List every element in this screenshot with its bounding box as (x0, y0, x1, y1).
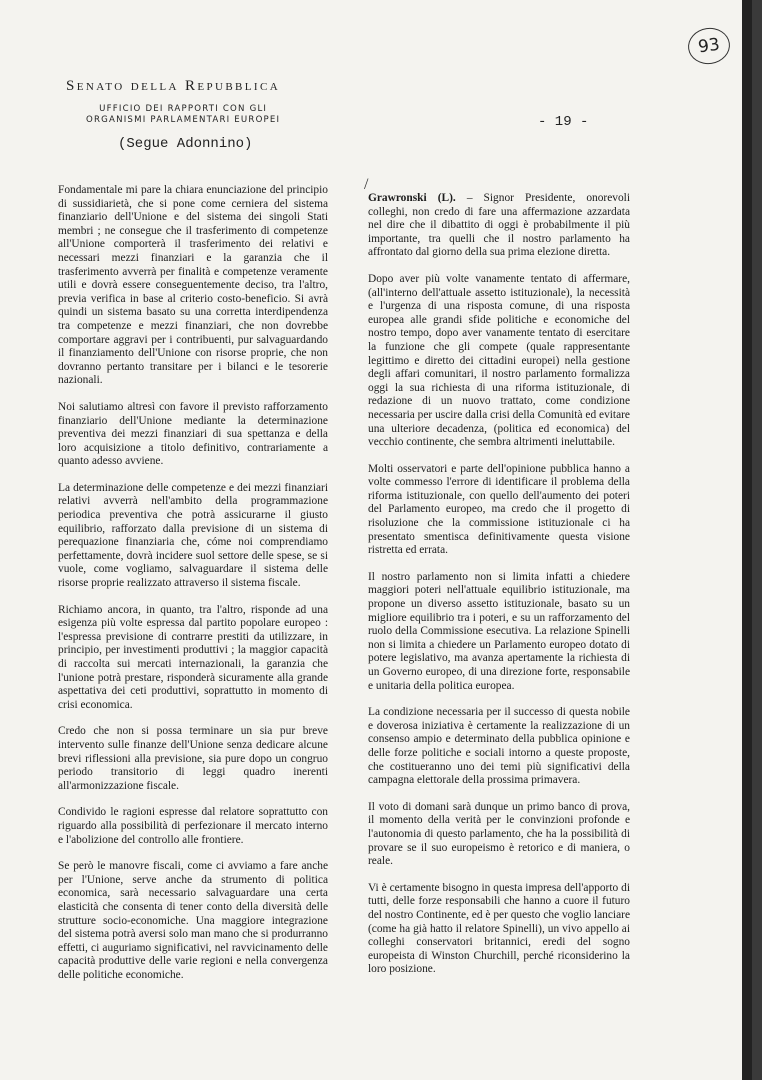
paragraph: Credo che non si possa terminare un sia pur breve intervento sulle finanze dell'Unione senza dedicare alcune brevi riflessioni alla previsione, sia pure dopo un congruo periodo transitorio di leggi quadro inerenti all'armonizzazione fiscale. (58, 725, 328, 792)
paragraph-text: – Signor Presidente, onorevoli colleghi, non credo di fare una affermazione azzardata nel dire che il dibattito di oggi è probabilmente il più importante, tra quelli che il nostro parlamento ha affrontato dal giorno della sua prima elezione diretta. (368, 192, 630, 259)
paragraph (368, 192, 630, 260)
office-header (86, 104, 280, 126)
speaker-name: Grawronski (L). (368, 192, 456, 204)
handwritten-page-mark: 93 (686, 25, 733, 66)
page-number: - 19 - (538, 114, 589, 130)
paragraph: Dopo aver più volte vanamente tentato di affermare, (all'interno dell'attuale assetto istituzionale), la necessità e l'urgenza di una risposta comune, di una risposta europea alle grandi sfide politiche e economiche del nostro tempo, dopo aver vanamente tentato di esercitare la funzione che gli compete (quale rappresentante legittimo e diretto dei cittadini europei) nella gestione degli affari comunitari, il nostro parlamento formalizza oggi la sua richiesta di una riforma istituzionale, di redazione di un nuovo trattato, come condizione necessaria per uscire dalla crisi della Comunità ed evitare una ulteriore decadenza, (politica ed economica) del vecchio continente, che sembra altrimenti ineluttabile. (368, 272, 630, 449)
paragraph: Il voto di domani sarà dunque un primo banco di prova, il momento della verità per le convinzioni profonde e l'autonomia di questo parlamento, che ha la possibilità di provare se il suo europeismo è retorico e di maniera, o reale. (368, 800, 630, 868)
paragraph: Richiamo ancora, in quanto, tra l'altro, risponde ad una esigenza più volte espressa dal partito popolare europeo : l'espressa previsione di contrarre prestiti da utilizzare, in principio, per investimenti produttivi ; la maggior capacità di raccolta sui mercati internazionali, la garanzia che l'unione potrà prestare, risponderà sicuramente alla grande aspettativa dei ceti produttivi, soprattutto in momento di crisi economica. (58, 603, 328, 711)
paragraph: Fondamentale mi pare la chiara enunciazione del principio di sussidiarietà, che si pone come cerniera del sistema finanziario dell'Unione e del sistema dei singoli Stati membri ; ne consegue che il trasferimento di competenze all'Unione comporterà il trasferimento dei relativi e necessari mezzi finanziari e la garanzia che il trasferimento avverrà per finalità e competenze veramente utili e dovrà essere conseguentemente deciso, tra l'altro, previa verifica in base al criterio costo-beneficio. Si avrà quindi un sistema basato su una corretta interdipendenza tra competenze e mezzi finanziari, che non dovrebbe comportare aggravi per i contribuenti, pur salvaguardando il finanziamento dell'Unione con risorse proprie, che non dovranno pertanto transitare per i bilanci e le tesorerie nazionali. (58, 184, 328, 387)
scan-edge (742, 0, 752, 1080)
right-column (368, 192, 630, 990)
left-column (58, 184, 328, 995)
paragraph: Il nostro parlamento non si limita infatti a chiedere maggiori poteri nell'attuale equilibrio istituzionale, ma propone un diverso assetto istituzionale, basato su un migliore equilibrio tra i poteri, e su un rafforzamento del ruolo della Commissione esecutiva. La relazione Spinelli non si limita a chiedere un Parlamento europeo dotato di potere legislativo, ma avanza apertamente la richiesta di un Governo europeo, di una direzione forte, responsabile e unitaria della politica europea. (368, 570, 630, 692)
margin-mark: / (364, 176, 369, 193)
paragraph: Se però le manovre fiscali, come ci avviamo a fare anche per l'Unione, serve anche da strumento di politica economica, sarà necessario salvaguardare una certa elasticità che consenta di tener conto della diversità delle strutture socio-economiche. Una maggiore integrazione del sistema potrà aversi solo man mano che si produrranno effetti, ci auguriamo significativi, nel ravvicinamento delle capacità produttive delle varie regioni e nella convergenza delle politiche economiche. (58, 860, 328, 981)
senate-header: Senato della Repubblica (66, 78, 281, 94)
paragraph: Vi è certamente bisogno in questa impresa dell'apporto di tutti, delle forze responsabili che hanno a cuore il futuro del nostro Continente, ed è per questo che voglio lanciare (come ha già hatto il relatore Spinelli), un vivo appello ai colleghi conservatori britannici, eredi del sogno europeista di Winston Churchill, perché riconsiderino la loro posizione. (368, 881, 630, 976)
paragraph: La condizione necessaria per il successo di questa nobile e doverosa iniziativa è certamente la realizzazione di un consenso ampio e determinato della pubblica opinione e delle forze politiche e sociali intorno a queste proposte, che costitueranno uno dei temi più significativi della campagna elettorale della prossima primavera. (368, 706, 630, 787)
office-line-1: UFFICIO DEI RAPPORTI CON GLI (99, 104, 268, 114)
paragraph: Noi salutiamo altresì con favore il previsto rafforzamento finanziario dell'Unione mediante la determinazione preventiva dei mezzi finanziari di sua spettanza e della loro acquisizione a titolo definitivo, contrariamente a quanto adesso avviene. (58, 400, 328, 468)
paragraph: Molti osservatori e parte dell'opinione pubblica hanno a volte commesso l'errore di identificare il problema della riforma istituzionale, con quello dell'aumento dei poteri del Parlamento europeo, ma credo che il progetto di risoluzione che la commissione istituzionale ci ha presentato smentisca definitivamente questa visione ristretta ed errata. (368, 462, 630, 557)
paragraph: Condivido le ragioni espresse dal relatore soprattutto con riguardo alla possibilità di perfezionare il mercato interno e l'abolizione del controllo alle frontiere. (58, 806, 328, 846)
paragraph: La determinazione delle competenze e dei mezzi finanziari relativi avverrà nell'ambito della programmazione periodica preventiva che potrà assicurarne il giusto equilibrio, rafforzato dalla previsione di un sistema di perequazione finanziaria che, cóme noi comprendiamo perfettamente, dovrà incidere suol settore delle spese, se si vuole, come vogliamo, salvaguardare il sistema delle risorse proprie realizzato attraverso il sistema fiscale. (58, 481, 328, 590)
speaker-continuation: (Segue Adonnino) (118, 136, 253, 152)
office-line-2: ORGANISMI PARLAMENTARI EUROPEI (86, 115, 281, 125)
